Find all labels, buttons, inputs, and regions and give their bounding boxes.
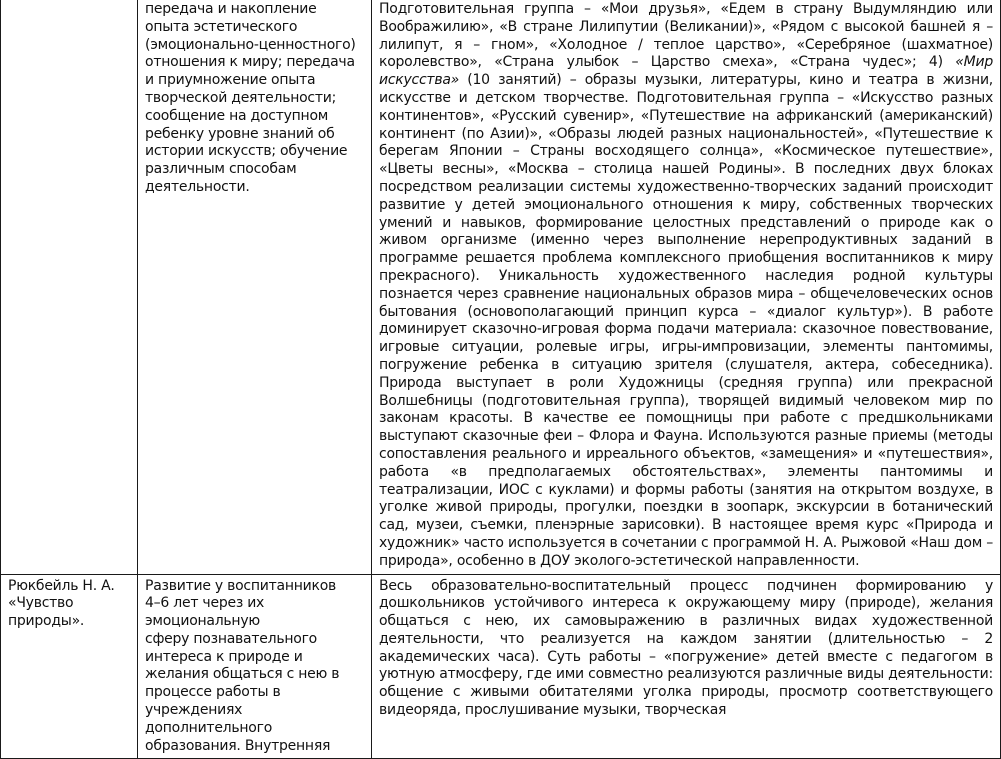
content-text: Весь образовательно-воспитательный процесс подчинен формированию у дошкольников устойчивого интереса к окружающему миру (природе), желания общаться с нею, их самовыражению в различных видах художественной деятельности, что реализуется на каждом занятии (длительностью – 2 академических часа). Суть работы – «погружение» детей вместе с педагогом в уютную атмосферу, где ими совместно реализуются различные виды деятельности: общение с живыми обитателями уголка природы, просмотр соответствующего видеоряда, прослушивание музыки, творческая bbox=[379, 577, 993, 719]
author-line: «Чувство bbox=[8, 595, 74, 612]
author-line: природы». bbox=[8, 613, 85, 630]
table-row bbox=[1, 0, 1001, 574]
goals-line: творческой деятельности; bbox=[145, 89, 337, 106]
content-text-continued: (10 занятий) – образы музыки, литературы, кино и театра в жизни, искусстве и детском творчестве. Подготовительная группа – «Искусство разных континентов», «Русский сувенир», «Путешествие на африканский (американский) континент (по Азии)», «Образы людей разных национальностей», «Путешествие к берегам Японии – Страны восходящего солнца», «Космическое путешествие», «Цветы весны», «Москва – столица нашей Родины». В последних двух блоках посредством реализации системы художественно-творческих заданий происходит развитие у детей эмоционального отношения к миру, собственных творческих умений и навыков, формирование целостных представлений о природе как о живом организме (именно через выполнение нерепродуктивных заданий в программе решается проблема комплексного приобщения воспитанников к миру прекрасного). Уникальность художественного наследия родной культуры познается через сравнение национальных образов мира – общечеловеческих основ бытования (основополагающий принцип курса – «диалог культур»). В работе доминирует сказочно-игровая форма подачи материала: сказочное повествование, игровые ситуации, ролевые игры, игры-импровизации, элементы пантомимы, погружение ребенка в ситуацию зрителя (слушателя, актера, собеседника). Природа выступает в роли Художницы (средняя группа) или прекрасной Волшебницы (подготовительная группа), творящей видимый человеком мир по законам красоты. В качестве ее помощницы при работе с предшкольниками выступают сказочные феи – Флора и Фауна. Используются разные приемы (методы сопоставления реального и ирреального объектов, «замещения» и «путешествия», работа «в предполагаемых обстоятельствах», элементы пантомимы и театрализации, ИОС с куклами) и формы работы (занятия на открытом воздухе, в уголке живой природы, прогулки, поездки в зоопарк, экскурсии в ботанический сад, музеи, съемки, пленэрные зарисовки). В настоящее время курс «Природа и художник» часто используется в сочетании с программой Н. А. Рыжовой «Наш дом – природа», особенно в ДОУ эколого-эстетической направленности. bbox=[379, 72, 993, 569]
goals-line: (эмоционально-ценностного) bbox=[145, 36, 356, 53]
goals-line: сообщение на доступном bbox=[145, 107, 329, 124]
goals-line: и приумножение опыта bbox=[145, 72, 316, 89]
content-italic-title: «Мир искусства» bbox=[379, 54, 993, 89]
goals-line: истории искусств; обучение bbox=[145, 143, 348, 160]
author-cell bbox=[1, 574, 138, 759]
goals-line: передача и накопление bbox=[145, 1, 317, 17]
goals-line: сферу познавательного интереса к природе и желания общаться с нею в процессе работы в bbox=[145, 630, 340, 701]
table-row bbox=[1, 574, 1001, 759]
author-cell bbox=[1, 0, 138, 574]
content-cell bbox=[372, 574, 1001, 759]
author-line: Рюкбейль Н. А. bbox=[8, 577, 115, 594]
goals-line: Развитие у воспитанников bbox=[145, 577, 337, 594]
goals-line: образования. Внутренняя bbox=[145, 737, 331, 754]
goals-line: различным способам bbox=[145, 161, 297, 178]
goals-line: ребенку уровне знаний об bbox=[145, 125, 335, 142]
goals-line: опыта эстетического bbox=[145, 18, 298, 35]
content-cell bbox=[372, 0, 1001, 574]
goals-line: учреждениях дополнительного bbox=[145, 702, 273, 736]
content-text: Подготовительная группа – «Мои друзья», «Едем в страну Выдумляндию или Воображилию», «В стране Лилипутии (Великании)», «Рядом с высокой башней я – лилипут, я – гном», «Холодное / теплое царство», «Серебряное (шахматное) королевство», «Страна улыбок – Царство смеха», «Страна чудес»; 4) bbox=[379, 1, 993, 71]
goals-line: деятельности. bbox=[145, 178, 250, 195]
goals-cell bbox=[138, 574, 372, 759]
goals-line: отношения к миру; передача bbox=[145, 54, 355, 71]
goals-cell bbox=[138, 0, 372, 574]
goals-line: 4–6 лет через их эмоциональную bbox=[145, 595, 265, 630]
